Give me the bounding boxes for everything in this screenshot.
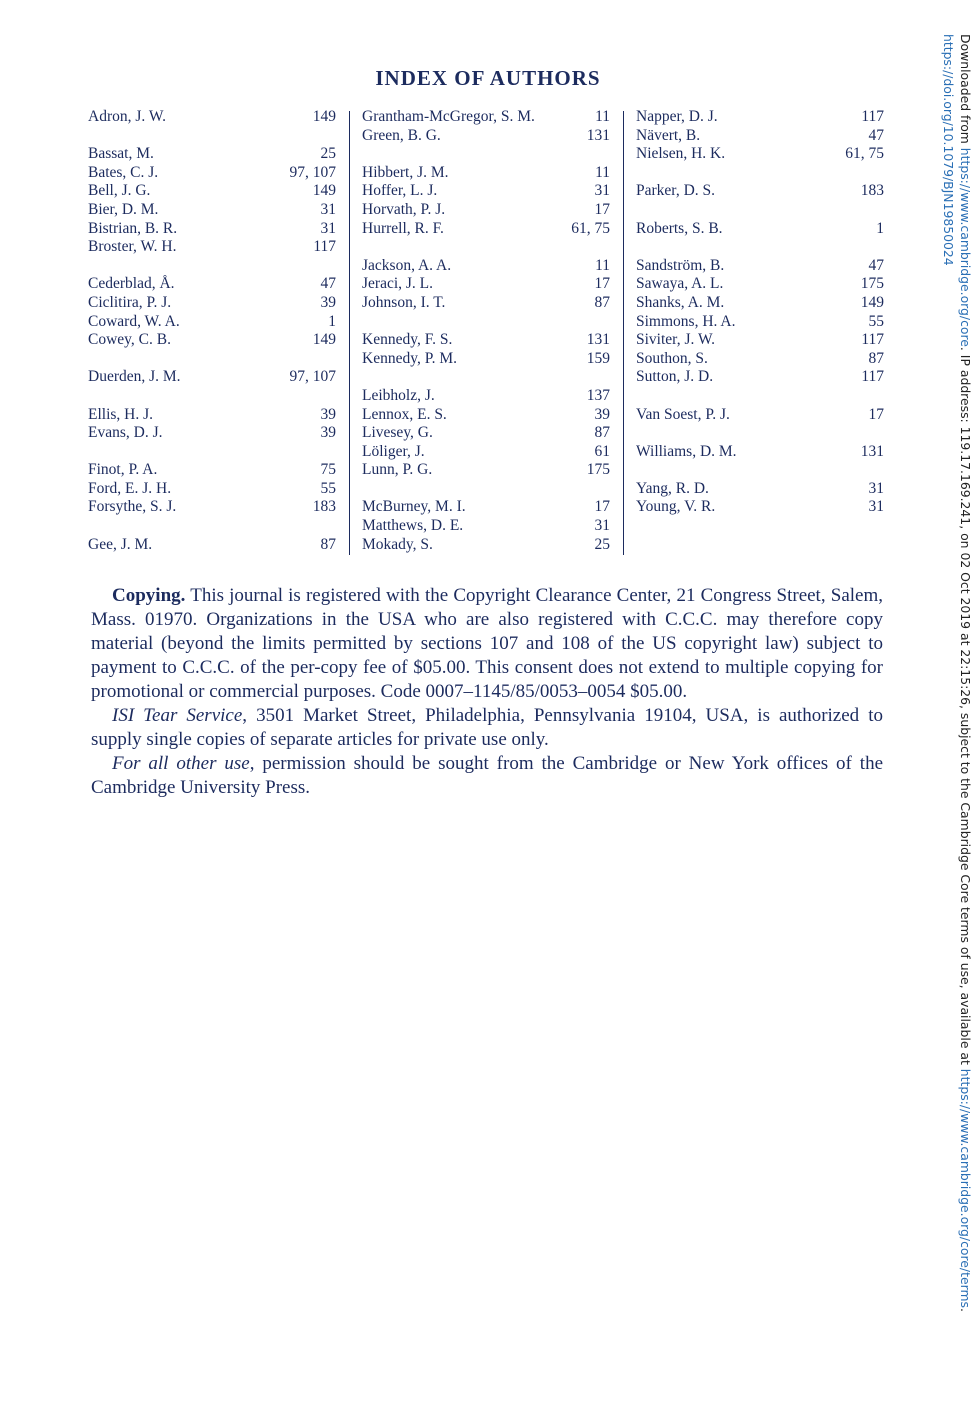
page-numbers: 149 [312,182,336,200]
other-use-paragraph [91,752,883,800]
isi-paragraph [91,704,883,752]
page-numbers: 1 [328,312,336,330]
index-entry [88,164,336,183]
page-numbers: 137 [586,386,610,404]
author-name: Ford, E. J. H. [88,479,172,497]
index-entry [362,220,610,239]
download-prefix: Downloaded from [958,34,973,148]
page-numbers: 87 [594,424,610,442]
author-name: Finot, P. A. [88,461,158,479]
index-spacer [362,145,610,164]
author-name: Löliger, J. [362,442,425,460]
page-numbers: 39 [320,293,336,311]
author-name: Hoffer, L. J. [362,182,438,200]
terms-link[interactable]: https://www.cambridge.org/core/terms [958,1068,973,1308]
download-notice-line1 [957,34,974,1312]
author-name: Johnson, I. T. [362,293,446,311]
isi-label: ISI Tear Service [112,705,243,726]
author-name: Bier, D. M. [88,200,159,218]
index-entry [88,294,336,313]
page-numbers: 117 [861,368,884,386]
index-entry [636,406,884,425]
copying-paragraph [91,584,883,704]
author-name: Siviter, J. W. [636,331,716,349]
column-divider [349,111,350,555]
page-numbers: 117 [313,238,336,256]
author-name: Southon, S. [636,349,708,367]
doi-link[interactable]: https://doi.org/10.1079/BJN19850024 [941,34,956,266]
author-name: Mokady, S. [362,535,433,553]
page-numbers: 159 [586,349,610,367]
index-spacer [362,480,610,499]
index-entry [636,145,884,164]
index-spacer [362,368,610,387]
author-name: Parker, D. S. [636,182,716,200]
page-numbers: 47 [868,126,884,144]
author-name: Coward, W. A. [88,312,180,330]
index-spacer [636,238,884,257]
page-numbers: 61, 75 [845,145,884,163]
index-entry [88,536,336,555]
index-entry [362,108,610,127]
index-entry [362,424,610,443]
author-name: Jackson, A. A. [362,256,452,274]
other-use-text: , permission should be sought from the Cambridge or New York offices of the Cambridge University Press. [91,753,884,798]
index-spacer [636,461,884,480]
index-spacer [636,424,884,443]
page-numbers: 87 [868,349,884,367]
index-spacer [88,127,336,146]
index-spacer [362,313,610,332]
author-name: Broster, W. H. [88,238,177,256]
author-name: Green, B. G. [362,126,441,144]
page-numbers: 61 [594,442,610,460]
index-entry [636,480,884,499]
index-entry [636,294,884,313]
index-entry [636,257,884,276]
author-name: Bell, J. G. [88,182,151,200]
download-notice [938,34,974,1312]
page-numbers: 17 [868,405,884,423]
page-numbers: 149 [312,331,336,349]
index-entry [362,461,610,480]
index-entry [88,406,336,425]
index-entry [88,368,336,387]
author-name: Napper, D. J. [636,108,718,125]
author-name: Forsythe, S. J. [88,498,177,516]
page-numbers: 11 [595,163,610,181]
copying-label: Copying. [112,585,186,606]
page-numbers: 117 [861,331,884,349]
page-numbers: 31 [594,517,610,535]
author-name: Evans, D. J. [88,424,163,442]
author-column-2 [362,108,610,554]
index-entry [636,498,884,517]
index-entry [88,480,336,499]
page-numbers: 175 [586,461,610,479]
copying-text: This journal is registered with the Copyright Clearance Center, 21 Congress Street, Salem, Mass. 01970. Organizations in the USA who are also registered with C.C.C. may therefore copy material (beyond the limits permitted by sections 107 and 108 of the US copyright law) subject to payment to C.C.C. of the per-copy fee of $05.00. This consent does not extend to multiple copying for promotional or commercial purposes. Code 0007–1145/85/0053–0054 $05.00. [91,585,883,702]
column-divider [623,111,624,555]
page-numbers: 17 [594,498,610,516]
author-name: Ellis, H. J. [88,405,154,423]
index-entry [362,536,610,555]
index-entry [362,498,610,517]
index-entry [362,443,610,462]
page-numbers: 175 [860,275,884,293]
index-entry [636,368,884,387]
page-numbers: 17 [594,200,610,218]
page-numbers: 75 [320,461,336,479]
page-numbers: 17 [594,275,610,293]
index-entry [636,220,884,239]
index-spacer [88,350,336,369]
author-name: Grantham-McGregor, S. M. [362,108,535,125]
author-name: Bassat, M. [88,145,154,163]
page-numbers: 183 [860,182,884,200]
index-entry [362,350,610,369]
page-numbers: 47 [868,256,884,274]
page-numbers: 31 [320,219,336,237]
author-name: Ciclitira, P. J. [88,293,172,311]
page-numbers: 97, 107 [289,368,336,386]
page-numbers: 117 [861,108,884,125]
page-numbers: 11 [595,256,610,274]
page-numbers: 149 [860,293,884,311]
page-numbers: 61, 75 [571,219,610,237]
index-entry [362,275,610,294]
index-entry [362,164,610,183]
author-name: Jeraci, J. L. [362,275,434,293]
cambridge-core-link[interactable]: https://www.cambridge.org/core [958,147,973,347]
author-name: Lennox, E. S. [362,405,447,423]
author-name: Young, V. R. [636,498,716,516]
author-name: Bistrian, B. R. [88,219,178,237]
author-name: Yang, R. D. [636,479,709,497]
page-numbers: 55 [868,312,884,330]
author-name: Hibbert, J. M. [362,163,449,181]
index-entry [362,182,610,201]
index-entry [88,461,336,480]
author-name: Duerden, J. M. [88,368,181,386]
index-entry [636,108,884,127]
index-entry [636,313,884,332]
page-numbers: 131 [860,442,884,460]
page-numbers: 39 [320,424,336,442]
page-numbers: 97, 107 [289,163,336,181]
page-numbers: 39 [594,405,610,423]
index-entry [636,127,884,146]
page-numbers: 31 [868,479,884,497]
page-numbers: 25 [320,145,336,163]
page-numbers: 149 [312,108,336,125]
author-name: Kennedy, F. S. [362,331,453,349]
download-notice-line2 [940,34,957,1254]
author-name: Lunn, P. G. [362,461,433,479]
index-entry [88,182,336,201]
page-numbers: 11 [595,108,610,125]
page-title: INDEX OF AUTHORS [375,66,601,90]
author-name: Livesey, G. [362,424,433,442]
page-numbers: 25 [594,535,610,553]
page-numbers: 131 [586,126,610,144]
index-spacer [636,164,884,183]
author-name: Gee, J. M. [88,535,153,553]
page-numbers: 47 [320,275,336,293]
author-name: Sandström, B. [636,256,725,274]
author-name: Van Soest, P. J. [636,405,730,423]
index-entry [362,331,610,350]
author-name: Nielsen, H. K. [636,145,726,163]
page-numbers: 1 [876,219,884,237]
author-name: Adron, J. W. [88,108,166,125]
index-spacer [636,201,884,220]
author-name: Sutton, J. D. [636,368,714,386]
page-numbers: 31 [868,498,884,516]
author-name: Kennedy, P. M. [362,349,458,367]
page-numbers: 39 [320,405,336,423]
index-spacer [88,387,336,406]
index-entry [362,127,610,146]
index-entry [88,238,336,257]
index-spacer [88,443,336,462]
index-entry [362,517,610,536]
author-name: Simmons, H. A. [636,312,736,330]
index-entry [88,201,336,220]
author-name: Cowey, C. B. [88,331,171,349]
index-entry [362,257,610,276]
page-numbers: 131 [586,331,610,349]
isi-text: , 3501 Market Street, Philadelphia, Pennsylvania 19104, USA, is authorized to supply single copies of separate articles for private use only. [91,705,883,750]
page-numbers: 183 [312,498,336,516]
index-spacer [362,238,610,257]
author-name: Sawaya, A. L. [636,275,724,293]
index-entry [362,294,610,313]
page-numbers: 87 [594,293,610,311]
index-entry [362,387,610,406]
index-entry [88,424,336,443]
index-entry [636,331,884,350]
author-name: Leibholz, J. [362,386,435,404]
author-name: Cederblad, Å. [88,275,175,293]
page-numbers: 55 [320,479,336,497]
download-middle: . IP address: 119.17.169.241, on 02 Oct 2019 at 22:15:26, subject to the Cambridge Core terms of use, available at [958,346,973,1069]
page-numbers: 31 [594,182,610,200]
index-entry [636,275,884,294]
index-entry [88,145,336,164]
index-spacer [636,387,884,406]
author-name: Shanks, A. M. [636,293,725,311]
index-entry [88,331,336,350]
index-entry [88,313,336,332]
index-entry [88,498,336,517]
index-entry [88,220,336,239]
page-numbers: 31 [320,200,336,218]
author-name: Horvath, P. J. [362,200,446,218]
index-entry [636,182,884,201]
author-name: Roberts, S. B. [636,219,723,237]
copyright-notes [91,584,883,800]
index-entry [88,275,336,294]
index-entry [636,350,884,369]
author-name: Nävert, B. [636,126,701,144]
index-entry [362,406,610,425]
author-name: Matthews, D. E. [362,517,464,535]
author-name: Hurrell, R. F. [362,219,444,237]
other-use-label: For all other use [112,753,250,774]
author-name: McBurney, M. I. [362,498,466,516]
index-entry [362,201,610,220]
index-spacer [88,257,336,276]
author-name: Bates, C. J. [88,163,159,181]
download-suffix: . [958,1307,973,1312]
index-spacer [88,517,336,536]
page-numbers: 87 [320,535,336,553]
author-name: Williams, D. M. [636,442,737,460]
author-column-3 [636,108,884,517]
index-entry [88,108,336,127]
index-entry [636,443,884,462]
author-column-1 [88,108,336,554]
